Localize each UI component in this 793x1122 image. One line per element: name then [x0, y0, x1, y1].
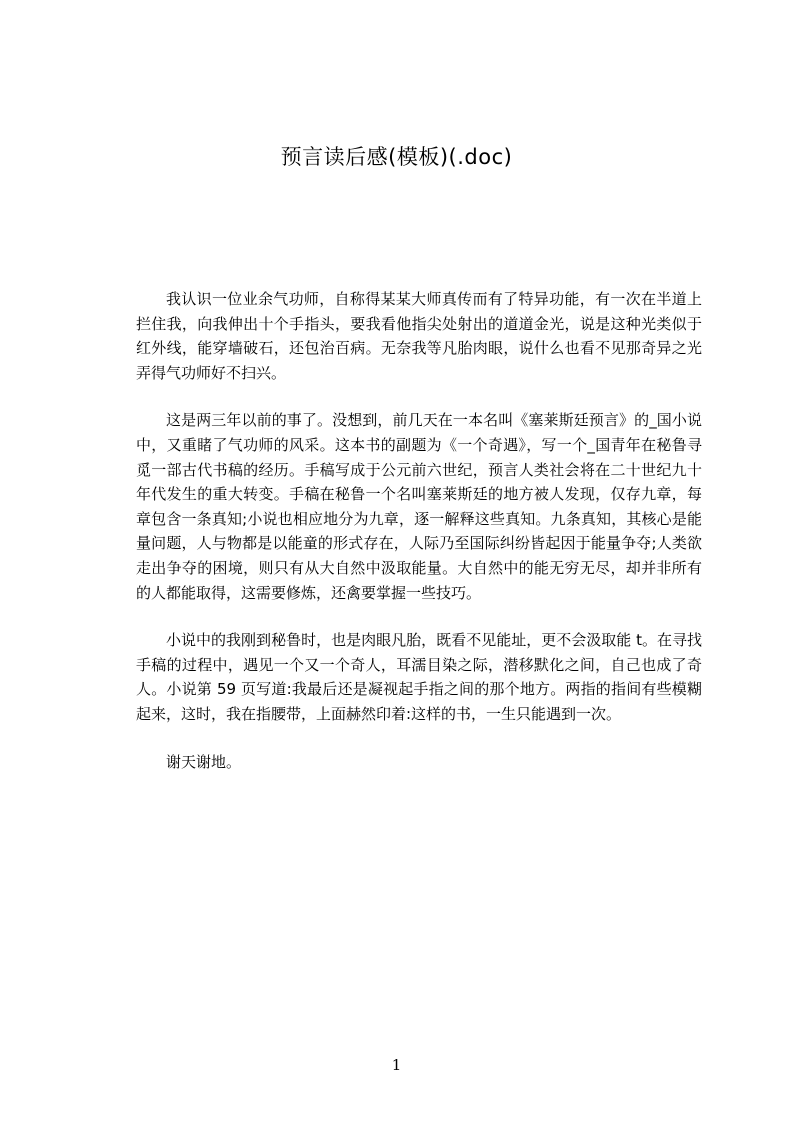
document-body: [136, 287, 702, 797]
paragraph-2: 这是两三年以前的事了。没想到，前几天在一本名叫《塞莱斯廷预言》的_国小说中，又重睹了气功师的风采。这本书的副题为《一个奇遇》，写一个_国青年在秘鲁寻觅一部古代书稿的经历。手稿写成于公元前六世纪，预言人类社会将在二十世纪九十年代发生的重大转变。手稿在秘鲁一个名叫塞莱斯廷的地方被人发现，仅存九章，每章包含一条真知;小说也相应地分为九章，逐一解释这些真知。九条真知，其核心是能量问题，人与物都是以能童的形式存在，人际乃至国际纠纷皆起因于能量争夺;人类欲走出争夺的困境，则只有从大自然中汲取能量。大自然中的能无穷无尽，却并非所有的人都能取得，这需要修炼，还禽要掌握一些技巧。: [136, 411, 702, 602]
paragraph-3: 小说中的我刚到秘鲁时，也是肉眼凡胎，既看不见能址，更不会汲取能 t。在寻找手稿的过程中，遇见一个又一个奇人，耳濡目染之际，潜移默化之间，自己也成了奇人。小说第 59 页写道:我最后还是凝视起手指之间的那个地方。两指的指间有些模糊起来，这时，我在指腰带，上面赫然印着:这样的书，一生只能遇到一次。: [136, 631, 702, 723]
document-title: 预言读后感(模板)(.doc): [280, 145, 513, 169]
page-number: 1: [391, 1056, 402, 1074]
paragraph-1: 我认识一位业余气功师，自称得某某大师真传而有了特异功能，有一次在半道上拦住我，向我伸出十个手指头，要我看他指尖处射出的道道金光，说是这种光类似于红外线，能穿墙破石，还包治百病。无奈我等凡胎肉眼，说什么也看不见那奇异之光弄得气功师好不扫兴。: [136, 290, 702, 382]
paragraph-4: 谢天谢地。: [166, 752, 242, 771]
